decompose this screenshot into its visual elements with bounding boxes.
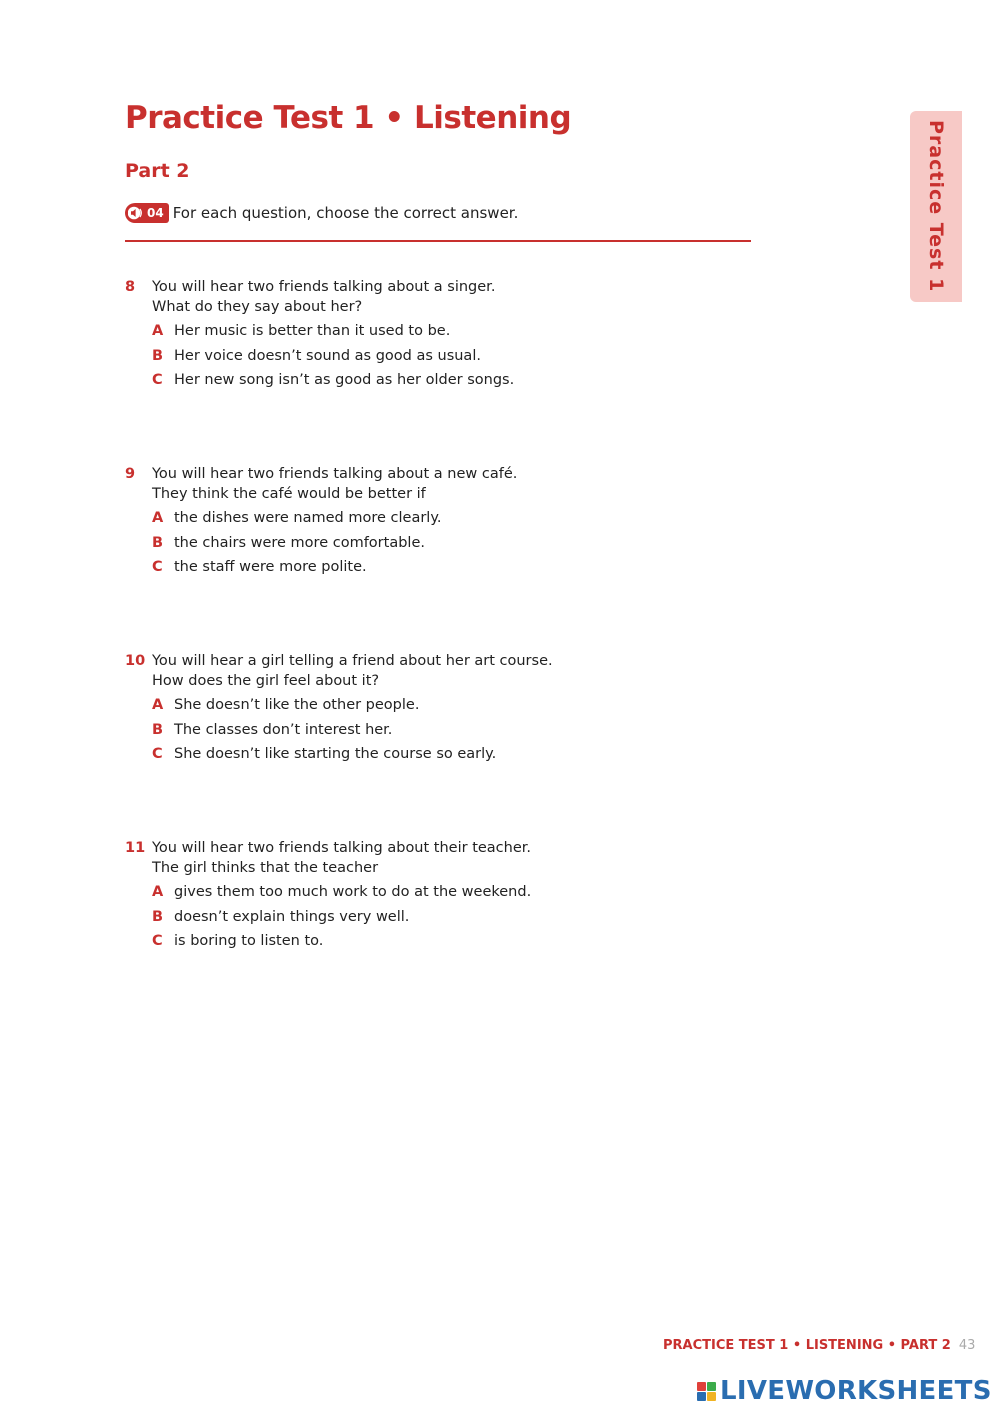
brand-logo-icon (697, 1382, 716, 1401)
answer-option-a[interactable] (125, 508, 765, 528)
option-letter: C (152, 746, 163, 762)
option-letter: B (152, 721, 164, 738)
question-number: 10 (125, 653, 146, 669)
question-prompt (125, 464, 765, 484)
question-stem: They think the café would be better if (152, 486, 426, 502)
option-text: She doesn’t like the other people. (174, 697, 420, 713)
question-10 (125, 651, 765, 769)
option-letter: C (152, 372, 163, 388)
question-number: 8 (125, 279, 136, 295)
option-text: the chairs were more comfortable. (174, 534, 425, 551)
answer-option-b[interactable] (125, 346, 765, 366)
option-text: the staff were more polite. (174, 559, 367, 575)
answer-options (125, 882, 765, 951)
answer-option-c[interactable] (125, 744, 765, 764)
question-prompt-text: You will hear a girl telling a friend about her art course. (152, 653, 553, 669)
side-tab (910, 111, 962, 302)
option-text: The classes don’t interest her. (174, 721, 393, 738)
option-text: is boring to listen to. (174, 933, 324, 949)
question-prompt-text: You will hear two friends talking about a new café. (152, 466, 518, 482)
answer-options (125, 508, 765, 577)
page-title: Practice Test 1 • Listening (125, 100, 572, 136)
brand-name: LIVEWORKSHEETS (720, 1376, 992, 1406)
option-letter: C (152, 559, 163, 575)
running-title: PRACTICE TEST 1 • LISTENING • PART 2 (663, 1338, 951, 1353)
answer-option-a[interactable] (125, 695, 765, 715)
instruction-row (125, 203, 518, 223)
question-stem: What do they say about her? (152, 299, 363, 315)
question-11 (125, 838, 765, 956)
option-text: gives them too much work to do at the weekend. (174, 884, 532, 900)
option-letter: A (152, 884, 164, 900)
answer-option-b[interactable] (125, 533, 765, 553)
audio-track-badge[interactable] (125, 203, 169, 223)
answer-option-c[interactable] (125, 931, 765, 951)
page-footer (663, 1338, 975, 1353)
option-text: She doesn’t like starting the course so early. (174, 746, 497, 762)
option-letter: A (152, 697, 164, 713)
answer-option-c[interactable] (125, 557, 765, 577)
option-text: the dishes were named more clearly. (174, 510, 442, 526)
option-letter: B (152, 534, 164, 551)
option-letter: C (152, 933, 163, 949)
answer-option-b[interactable] (125, 720, 765, 740)
question-9 (125, 464, 765, 582)
answer-options (125, 695, 765, 764)
answer-options (125, 321, 765, 390)
question-prompt-text: You will hear two friends talking about their teacher. (152, 840, 532, 856)
option-letter: B (152, 347, 164, 364)
question-number: 9 (125, 466, 136, 482)
option-letter: A (152, 323, 164, 339)
question-prompt (125, 277, 765, 297)
page-number: 43 (958, 1338, 976, 1353)
instruction-text: For each question, choose the correct answer. (172, 204, 519, 222)
question-stem: The girl thinks that the teacher (152, 860, 379, 876)
option-text: doesn’t explain things very well. (174, 908, 410, 925)
liveworksheets-brand[interactable] (697, 1376, 992, 1406)
question-prompt (125, 838, 765, 858)
option-text: Her music is better than it used to be. (174, 323, 451, 339)
speaker-icon (128, 206, 144, 220)
option-text: Her voice doesn’t sound as good as usual. (174, 347, 481, 364)
header-divider (125, 240, 751, 242)
option-letter: B (152, 908, 164, 925)
option-letter: A (152, 510, 164, 526)
answer-option-b[interactable] (125, 907, 765, 927)
question-number: 11 (125, 840, 146, 856)
answer-option-a[interactable] (125, 321, 765, 341)
side-tab-label: Practice Test 1 (925, 120, 947, 293)
question-prompt (125, 651, 765, 671)
answer-option-a[interactable] (125, 882, 765, 902)
question-8 (125, 277, 765, 395)
question-stem: How does the girl feel about it? (152, 673, 380, 689)
audio-track-number: 04 (147, 206, 164, 220)
question-prompt-text: You will hear two friends talking about a singer. (152, 279, 496, 295)
answer-option-c[interactable] (125, 370, 765, 390)
option-text: Her new song isn’t as good as her older songs. (174, 372, 515, 388)
part-heading: Part 2 (125, 160, 190, 182)
